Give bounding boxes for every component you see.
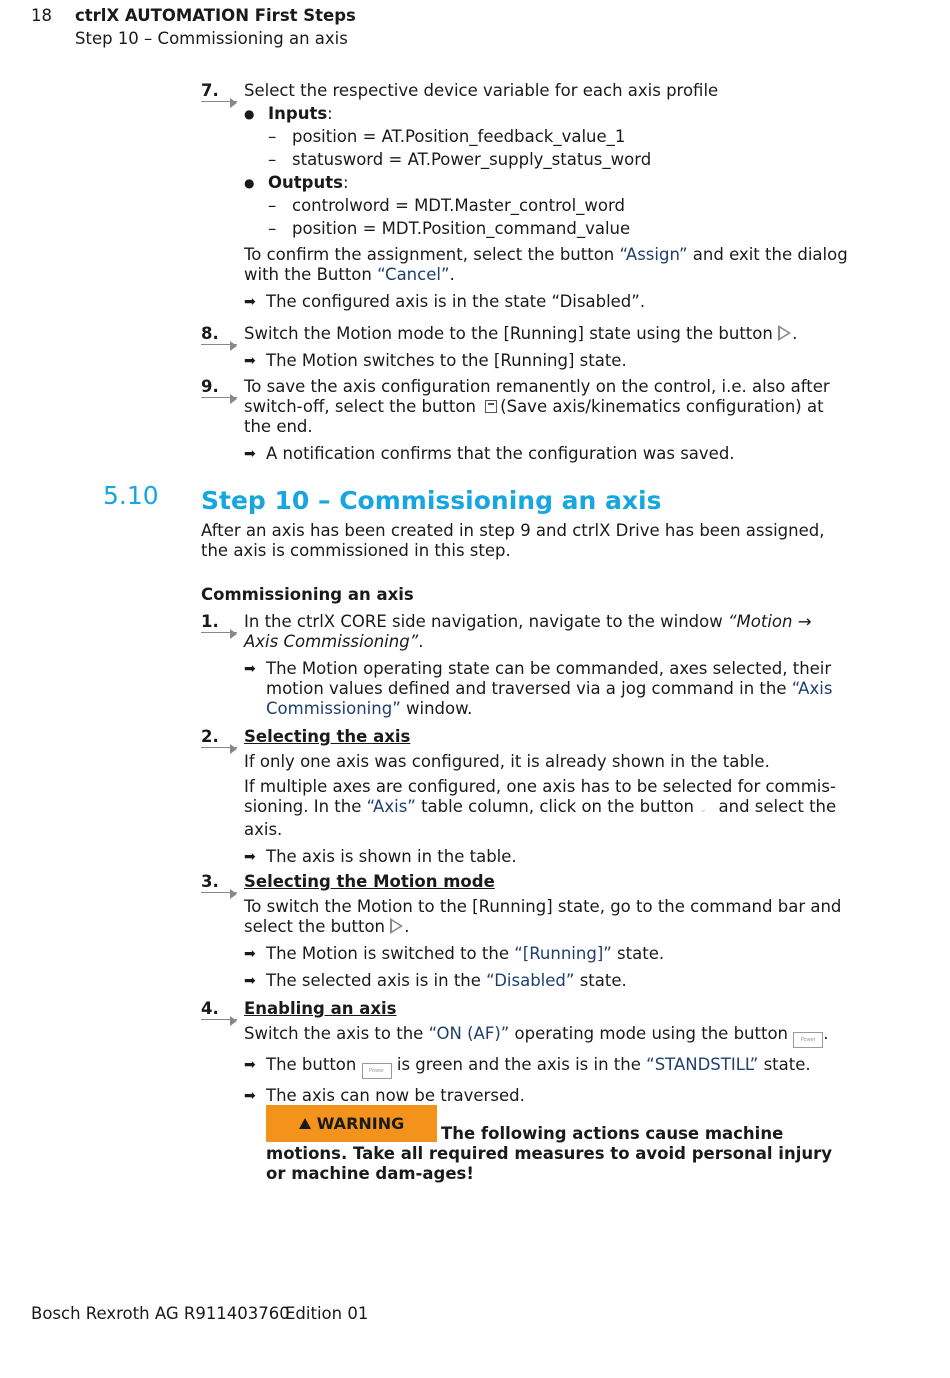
step-result: ➡ The selected axis is in the “Disabled” state. xyxy=(244,971,851,991)
mode-ref: “ON (AF)” xyxy=(428,1024,510,1043)
step-text: Switch the Motion mode to the [Running] state using the button . xyxy=(244,324,798,343)
output-item: – controlword = MDT.Master_control_word xyxy=(244,196,851,216)
step-number: 8. xyxy=(201,324,237,345)
step-text: To save the axis configuration remanently on the control, i.e. also after switch-off, select the button (Save axis/kinematics configuration) at the end. xyxy=(244,377,830,436)
step-result: ➡ The Motion operating state can be commanded, axes selected, their motion values defined and traversed via a jog command in the “Axis Commissioning” window. xyxy=(244,659,851,719)
state-ref: “[Running]” xyxy=(514,944,612,963)
step-result: ➡ The Motion is switched to the “[Running]” state. xyxy=(244,944,851,964)
step-heading: Enabling an axis xyxy=(244,999,397,1018)
power-button-icon: Power xyxy=(793,1032,823,1048)
step-text: If only one axis was configured, it is already shown in the table. xyxy=(244,752,770,771)
outputs-bullet: ● Outputs: xyxy=(244,173,851,193)
step-result: ➡ The button Power is green and the axis is in the “STANDSTILL” state. xyxy=(244,1055,851,1079)
commissioning-step-3 xyxy=(201,872,851,991)
step-text: If multiple axes are configured, one axis has to be selected for commis-sioning. In the “Axis” table column, click on the button ⌄ and select the axis. xyxy=(244,777,837,839)
step-result: ➡ A notification confirms that the configuration was saved. xyxy=(244,444,851,464)
axis-column-ref: “Axis” xyxy=(366,797,416,816)
warning-text: The following actions cause machine motions. Take all required measures to avoid personal injury or machine dam-ages! xyxy=(266,1124,832,1183)
step-result: ➡ The axis is shown in the table. xyxy=(244,847,851,867)
section-number: 5.10 xyxy=(103,481,159,510)
step-8 xyxy=(201,324,851,371)
step-text: Switch the axis to the “ON (AF)” operating mode using the button Power . xyxy=(244,1024,851,1048)
inputs-label: Inputs xyxy=(268,104,328,123)
section-title: Step 10 – Commissioning an axis xyxy=(201,486,662,515)
step-number: 1. xyxy=(201,612,237,633)
step-number: 2. xyxy=(201,727,237,748)
document-subtitle: Step 10 – Commissioning an axis xyxy=(75,29,348,48)
commissioning-step-2 xyxy=(201,727,851,867)
commissioning-step-1 xyxy=(201,612,851,719)
state-ref: “Disabled” xyxy=(486,971,575,990)
footer-edition: Edition 01 xyxy=(285,1304,369,1323)
step-result: ➡ The configured axis is in the state “Disabled”. xyxy=(244,292,851,312)
step-7 xyxy=(201,81,851,312)
save-icon xyxy=(485,400,497,413)
page-number: 18 xyxy=(31,6,52,25)
play-icon xyxy=(390,918,404,934)
step-text: To switch the Motion to the [Running] state, go to the command bar and select the button . xyxy=(244,897,842,936)
step-heading: Selecting the Motion mode xyxy=(244,872,495,891)
assign-button-ref: “Assign” xyxy=(619,245,688,264)
power-button-icon: Power xyxy=(362,1063,392,1079)
warning-label: WARNING xyxy=(316,1113,405,1133)
dropdown-icon: ⌄ xyxy=(699,805,707,815)
outputs-label: Outputs xyxy=(268,173,343,192)
subheading: Commissioning an axis xyxy=(201,585,414,604)
step-number: 4. xyxy=(201,999,237,1020)
cancel-button-ref: “Cancel” xyxy=(377,265,450,284)
section-intro: After an axis has been created in step 9 and ctrlX Drive has been assigned, the axis is commissioned in this step. xyxy=(201,521,825,560)
commissioning-step-4 xyxy=(201,999,851,1106)
step-text: Select the respective device variable for each axis profile xyxy=(244,81,719,100)
confirm-text: To confirm the assignment, select the button “Assign” and exit the dialog with the Button “Cancel”. xyxy=(244,245,848,284)
input-item: – statusword = AT.Power_supply_status_word xyxy=(244,150,851,170)
step-number: 3. xyxy=(201,872,237,893)
step-number: 7. xyxy=(201,81,237,102)
inputs-bullet: ● Inputs: xyxy=(244,104,851,124)
window-ref: “Axis Commissioning” xyxy=(266,679,833,718)
step-heading: Selecting the axis xyxy=(244,727,411,746)
step-result: ➡ The Motion switches to the [Running] state. xyxy=(244,351,851,371)
state-ref: “STANDSTILL” xyxy=(646,1055,759,1074)
document-title: ctrlX AUTOMATION First Steps xyxy=(75,6,356,25)
step-number: 9. xyxy=(201,377,237,398)
window-path: “Motion → Axis Commissioning” xyxy=(244,612,812,651)
step-text: In the ctrlX CORE side navigation, navigate to the window “Motion → Axis Commissioning”. xyxy=(244,612,812,651)
input-item: – position = AT.Position_feedback_value_1 xyxy=(244,127,851,147)
footer-publisher: Bosch Rexroth AG R911403760 xyxy=(31,1304,290,1323)
step-9 xyxy=(201,377,851,464)
play-icon xyxy=(778,325,792,341)
step-result: ➡ The axis can now be traversed. xyxy=(244,1086,851,1106)
output-item: – position = MDT.Position_command_value xyxy=(244,219,851,239)
